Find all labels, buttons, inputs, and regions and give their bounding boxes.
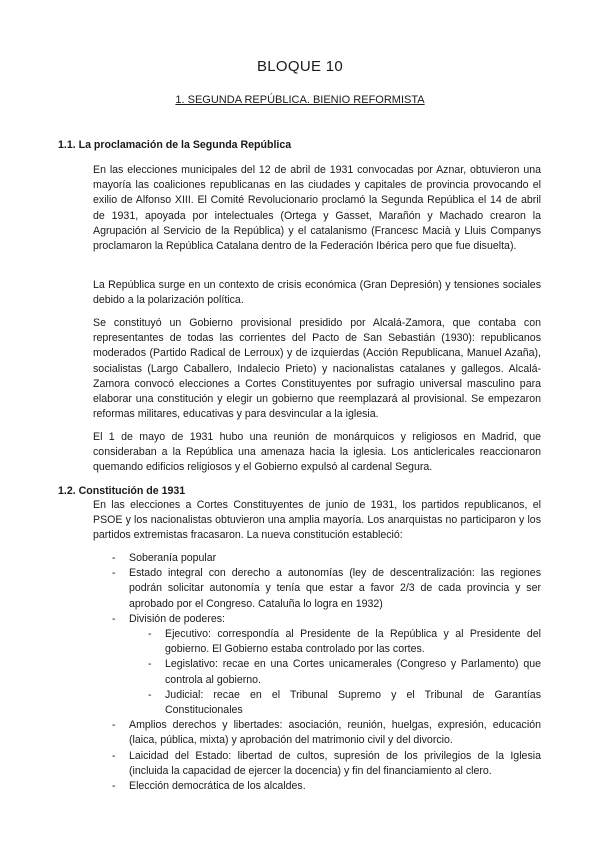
list-item-text: Soberanía popular [129,552,217,564]
section-heading-2: 1.2. Constitución de 1931 [58,485,186,497]
dash-bullet: - [112,567,116,580]
list-item [93,551,541,566]
list-item-text: Estado integral con derecho a autonomías (ley de descentralización: las regiones podrán solicitar autonomía y tenía que estar a favor 2/3 de cada provincia y ser aprobado por el Congreso. Cataluña lo logra en 1932) [129,567,541,610]
page-title: BLOQUE 10 [256,58,344,75]
dash-bullet: - [148,658,152,671]
page-subtitle: 1. SEGUNDA REPÚBLICA. BIENIO REFORMISTA [175,94,425,106]
sublist-item [129,627,541,657]
list-item [93,779,541,794]
paragraph: En las elecciones municipales del 12 de abril de 1931 convocadas por Aznar, obtuvieron una mayoría las coaliciones republicanas en las ciudades y capitales de provincia provocando el exilio de Alfonso XIII. El Comité Revolucionario proclamó la Segunda República el 14 de abril de 1931, apoyada por intelectuales (Ortega y Gasset, Marañón y Machado crearon la Agrupación al Servicio de la República) y el catalanismo (Francesc Macià y Lluis Companys proclamaron la República Catalana dentro de la Federación Ibérica pero que fue disuelta). [93,164,541,253]
paragraph: Se constituyó un Gobierno provisional presidido por Alcalá-Zamora, que contaba con representantes de todas las corrientes del Pacto de San Sebastián (1930): republicanos moderados (Partido Radical de Lerroux) y de izquierdas (Acción Republicana, Manuel Azaña), socialistas (Largo Caballero, Indalecio Prieto) y nacionalistas catalanes y gallegos. Alcalá-Zamora convocó elecciones a Cortes Constituyentes por sufragio universal masculino para elaborar una constitución y elegir un gobierno que reemplazará al provisional. Se empezaron reformas militares, educativas y para desvincular a la iglesia. [93,317,541,421]
list-item [93,718,541,748]
dash-bullet: - [112,749,116,762]
sublist-item-text: Judicial: recae en el Tribunal Supremo y el Tribunal de Garantías Constitucionales [165,688,541,717]
list-item-text: Amplios derechos y libertades: asociación, reunión, huelgas, expresión, educación (laica, pública, mixta) y aprobación del matrimonio civil y del divorcio. [129,719,541,747]
paragraph: El 1 de mayo de 1931 hubo una reunión de monárquicos y religiosos en Madrid, que consideraban a la República una amenaza hacia la iglesia. Los anticlericales reaccionaron quemando edificios religiosos y el Gobierno expulsó al cardenal Segura. [93,431,541,474]
section-heading-1: 1.1. La proclamación de la Segunda República [58,139,292,151]
list-item [93,612,541,718]
powers-sublist [129,627,541,718]
list-item [93,749,541,779]
paragraph: En las elecciones a Cortes Constituyentes de junio de 1931, los partidos republicanos, el PSOE y los nacionalistas obtuvieron una amplia mayoría. Los anarquistas no participaron y los partidos extremistas fracasaron. La nueva constitución estableció: [93,499,541,542]
list-item-text: Elección democrática de los alcaldes. [129,780,306,793]
sublist-item-text: Ejecutivo: correspondía al Presidente de la República y al Presidente del gobierno. El Gobierno estaba controlado por las cortes. [165,628,541,656]
dash-bullet: - [112,780,116,793]
sublist-item [129,688,541,718]
sublist-item [129,657,541,687]
list-item-text: División de poderes: [129,612,225,625]
dash-bullet: - [112,719,116,732]
sublist-item-text: Legislativo: recae en una Cortes unicamerales (Congreso y Parlamento) que controla al gobierno. [165,658,541,686]
paragraph: La República surge en un contexto de crisis económica (Gran Depresión) y tensiones sociales debido a la polarización política. [93,279,541,307]
dash-bullet: - [148,628,152,641]
dash-bullet: - [148,688,152,701]
dash-bullet: - [112,612,116,625]
list-item-text: Laicidad del Estado: libertad de cultos, supresión de los privilegios de la Iglesia (incluida la capacidad de ejercer la docencia) y fin del financiamiento al clero. [129,749,541,777]
list-item [93,566,541,612]
dash-bullet: - [112,552,116,564]
constitution-list [93,551,541,794]
